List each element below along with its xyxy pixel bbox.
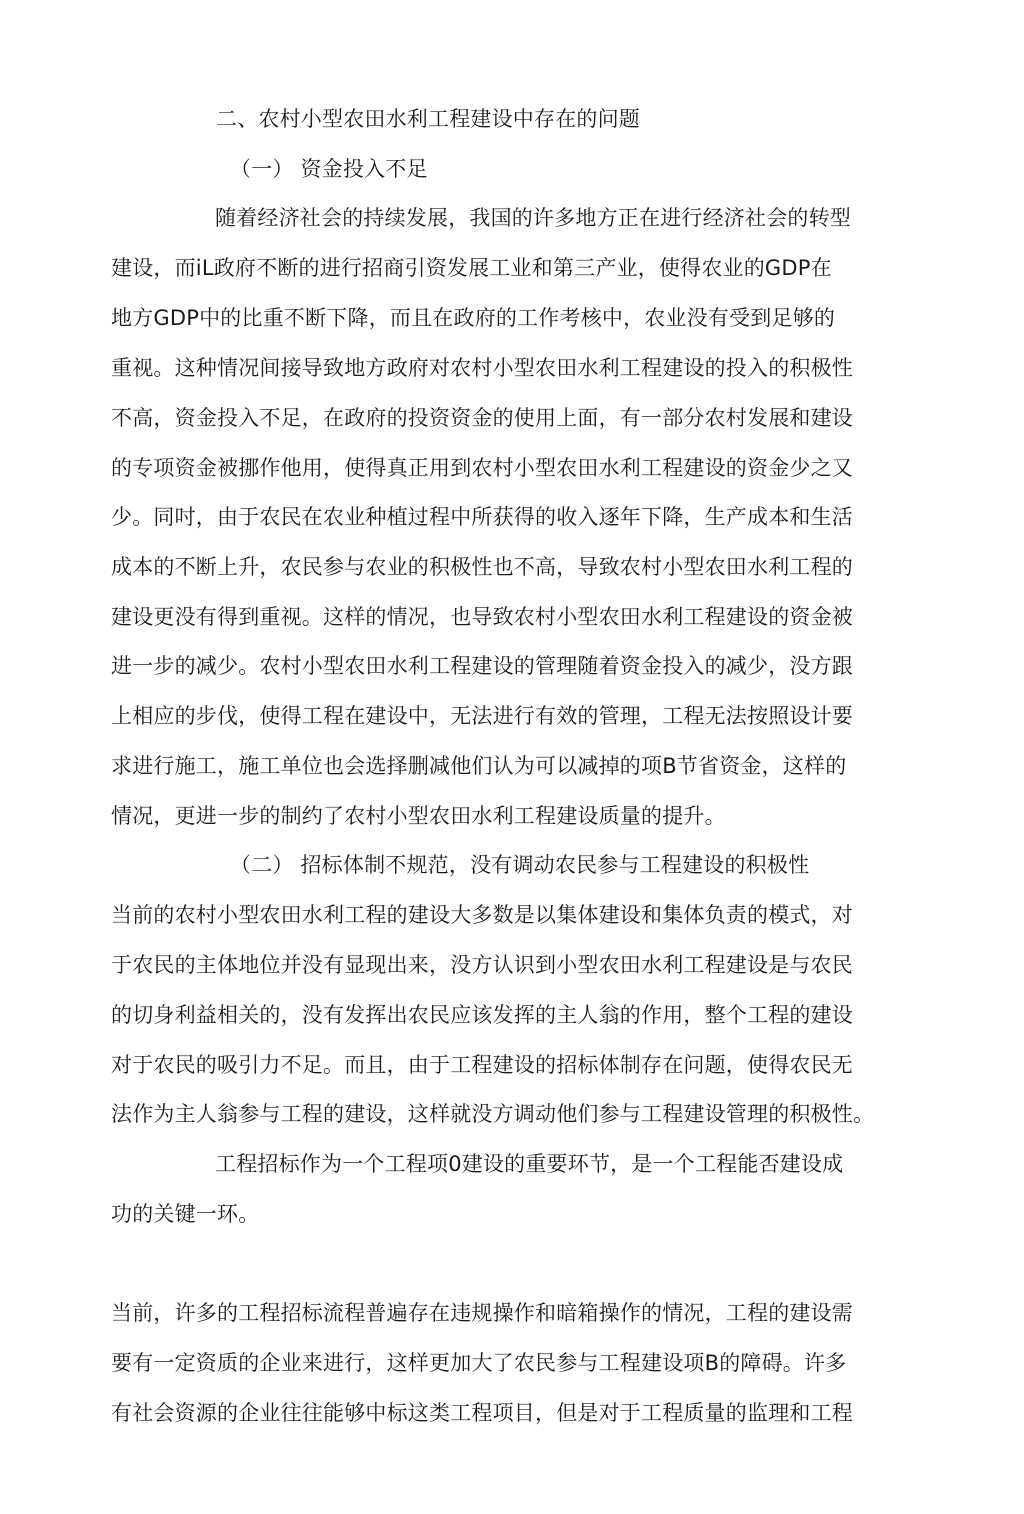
text-line: 随着经济社会的持续发展，我国的许多地方正在进行经济社会的转型 [215,206,851,230]
text-line: 重视。这种情况间接导致地方政府对农村小型农田水利工程建设的投入的积极性 [111,356,853,380]
text-line: 建设更没有得到重视。这样的情况，也导致农村小型农田水利工程建设的资金被 [111,605,853,629]
text-line: 法作为主人翁参与工程的建设，这样就没方调动他们参与工程建设管理的积极性。 [111,1102,875,1126]
text-line: 少。同吋，由于农民在农业种植过程中所获得的收入逐年下降，生产成本和生活 [111,505,853,529]
text-line: 上相应的步伐，使得工程在建设中，无法进行有效的管理，工程无法按照设计要 [111,704,853,728]
text-line: 的切身利益相关的，没有发挥出农民应该发挥的主人翁的作用，整个工程的建设 [111,1003,853,1027]
text-line: 进一步的减少。农村小型农田水利工程建设的管理随着资金投入的减少，没方跟 [111,654,853,678]
text-line: 建设，而iL政府不断的进行招商引资发展工业和第三产业，使得农业的GDP在 [111,256,832,280]
text-line: 当前的农村小型农田水利工程的建设大多数是以集体建设和集体负责的模式，对 [111,903,853,927]
text-line: 功的关键一环。 [111,1202,260,1226]
text-line: 有社会资源的企业往往能够中标这类工程项目，但是对于工程质量的监理和工程 [111,1401,853,1425]
subheading-bidding: （二） 招标体制不规范，没有调动农民参与工程建设的积极性 [230,853,810,877]
text-line: 地方GDP中的比重不断下降，而且在政府的工作考核中，农业没有受到足够的 [111,306,836,330]
text-line: 的专项资金被挪作他用，使得真正用到农村小型农田水利工程建设的资金少之又 [111,456,853,480]
section-heading: 二、农村小型农田水利工程建设中存在的问题 [216,107,640,131]
text-line: 工程招标作为一个工程项0建设的重要环节，是一个工程能否建设成 [215,1152,844,1176]
text-line: 不高，资金投入不足，在政府的投资资金的使用上面，有一部分农村发展和建设 [111,406,853,430]
text-line: 情况，更进一步的制约了农村小型农田水利工程建设质量的提升。 [111,804,726,828]
text-line: 当前，许多的工程招标流程普遍存在违规操作和暗箱操作的情况，工程的建设需 [111,1301,853,1325]
text-line: 对于农民的吸引力不足。而且，由于工程建设的招标体制存在问题，使得农民无 [111,1053,853,1077]
subheading-funding: （一） 资金投入不足 [230,157,428,181]
text-line: 于农民的主体地位并没有显现出来，没方认识到小型农田水利工程建设是与农民 [111,953,853,977]
text-line: 成本的不断上升，农民参与农业的积极性也不高，导致农村小型农田水利工程的 [111,555,853,579]
text-line: 要有一定资质的企业来进行，这样更加大了农民参与工程建设项B的障碍。许多 [111,1351,847,1375]
text-line: 求进行施工，施工单位也会选择删减他们认为可以减掉的项B节省资金，这样的 [111,754,847,778]
